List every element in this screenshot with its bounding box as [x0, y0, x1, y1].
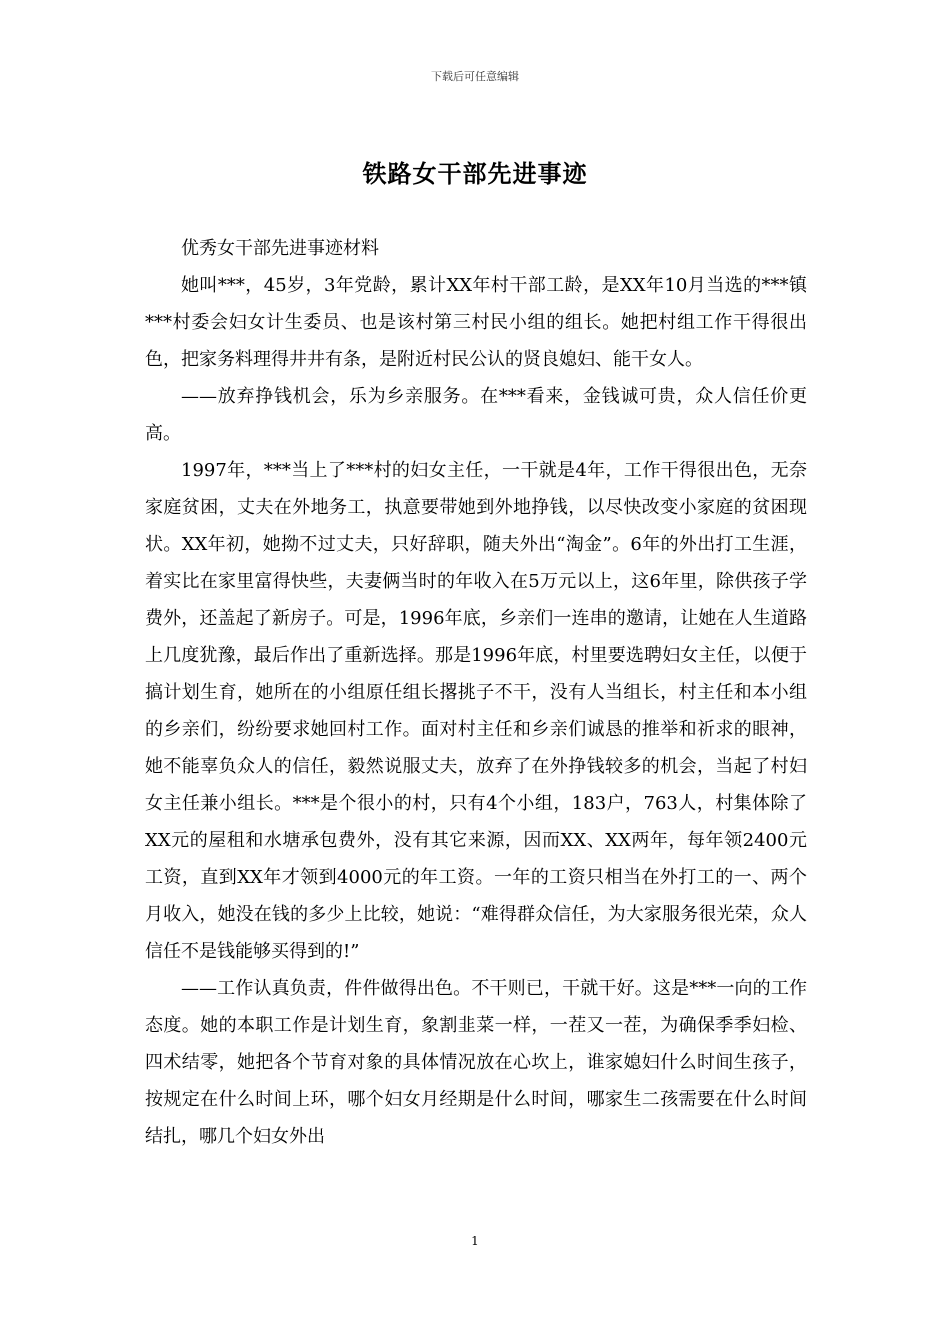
paragraph: 1997年，***当上了***村的妇女主任，一干就是4年，工作干得很出色，无奈家庭贫困，丈夫在外地务工，执意要带她到外地挣钱，以尽快改变小家庭的贫困现状。XX年初，她拗不过丈夫，只好辞职，随夫外出“淘金”。6年的外出打工生涯，着实比在家里富得快些，夫妻俩当时的年收入在5万元以上，这6年里，除供孩子学费外，还盖起了新房子。可是，1996年底，乡亲们一连串的邀请，让她在人生道路上几度犹豫，最后作出了重新选择。那是1996年底，村里要选聘妇女主任，以便于搞计划生育，她所在的小组原任组长撂挑子不干，没有人当组长，村主任和本小组的乡亲们，纷纷要求她回村工作。面对村主任和乡亲们诚恳的推举和祈求的眼神，她不能辜负众人的信任，毅然说服丈夫，放弃了在外挣钱较多的机会，当起了村妇女主任兼小组长。***是个很小的村，只有4个小组，183户，763人，村集体除了XX元的屋租和水塘承包费外，没有其它来源，因而XX、XX两年，每年领2400元工资，直到XX年才领到4000元的年工资。一年的工资只相当在外打工的一、两个月收入，她没在钱的多少上比较，她说：“难得群众信任，为大家服务很光荣，众人信任不是钱能够买得到的!” — [145, 460, 807, 962]
document-title: 铁路女干部先进事迹 — [362, 159, 588, 188]
paragraph-subtitle: 优秀女干部先进事迹材料 — [181, 238, 379, 259]
header-note: 下载后可任意编辑 — [431, 70, 519, 83]
page-number: 1 — [471, 1234, 479, 1248]
paragraph: ——放弃挣钱机会，乐为乡亲服务。在***看来，金钱诚可贵，众人信任价更高。 — [145, 386, 807, 444]
paragraph: ——工作认真负责，件件做得出色。不干则已，干就干好。这是***一向的工作态度。她的本职工作是计划生育，象割韭菜一样，一茬又一茬，为确保季季妇检、四术结零，她把各个节育对象的具体情况放在心坎上，谁家媳妇什么时间生孩子，按规定在什么时间上环，哪个妇女月经期是什么时间，哪家生二孩需要在什么时间结扎，哪几个妇女外出 — [145, 978, 807, 1147]
document-body — [145, 230, 807, 1155]
paragraph: 她叫***，45岁，3年党龄，累计XX年村干部工龄，是XX年10月当选的***镇***村委会妇女计生委员、也是该村第三村民小组的组长。她把村组工作干得很出色，把家务料理得井井有条，是附近村民公认的贤良媳妇、能干女人。 — [145, 275, 807, 370]
